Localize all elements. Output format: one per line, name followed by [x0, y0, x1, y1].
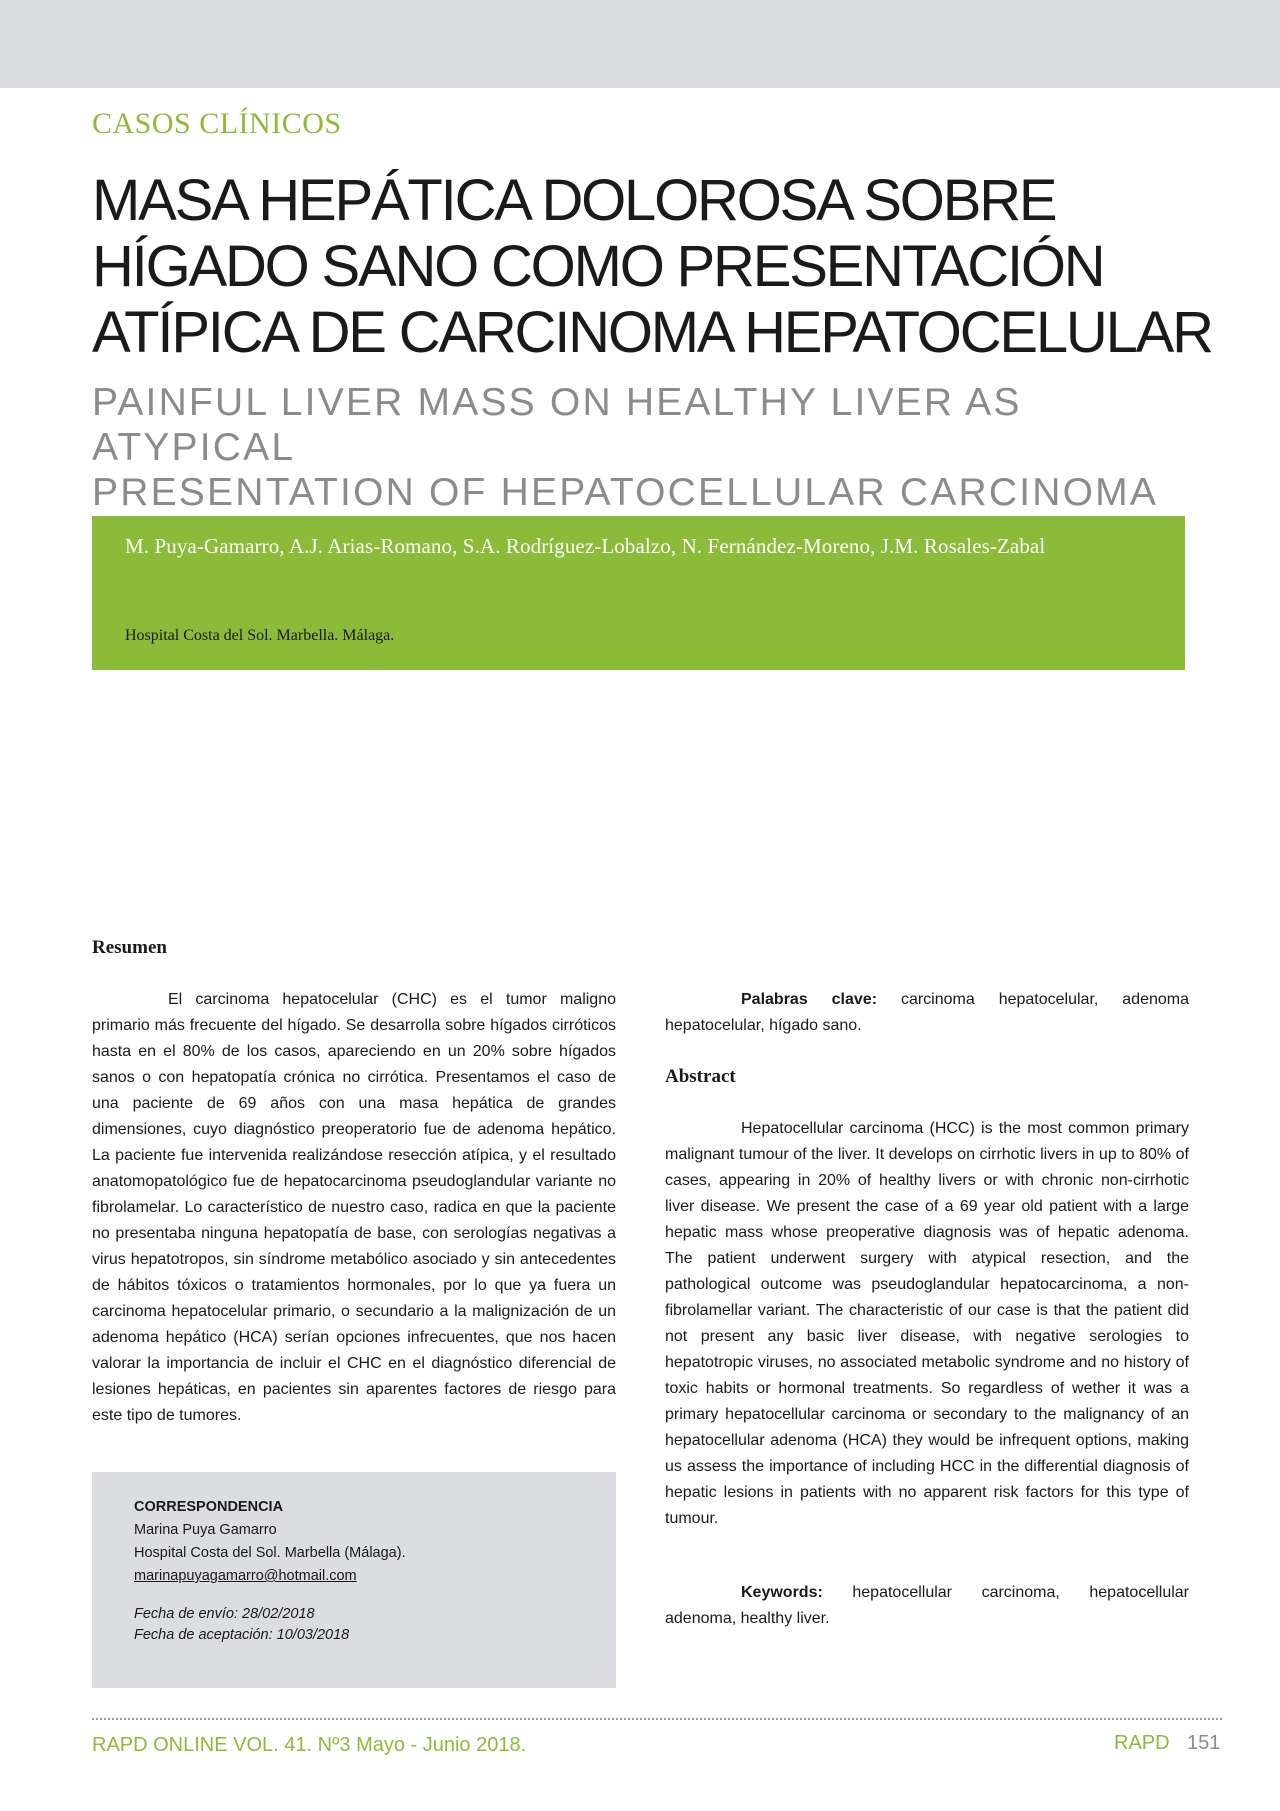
author-box: [92, 516, 1185, 670]
correspondence-dates: [134, 1604, 406, 1646]
footer-journal: RAPD ONLINE VOL. 41. Nº3 Mayo - Junio 2018.: [92, 1734, 527, 1756]
keywords-block: [665, 1580, 1189, 1632]
title-spanish: [92, 168, 1212, 366]
page-number: 151: [1187, 1732, 1221, 1754]
palabras-clave-values: carcinoma hepatocelular, adenoma hepatocelular, hígado sano.: [665, 991, 1189, 1034]
sent-date: Fecha de envío: 28/02/2018: [134, 1606, 315, 1622]
title-en-line: PRESENTATION OF HEPATOCELLULAR CARCINOMA: [92, 471, 1159, 514]
section-label: CASOS CLÍNICOS: [92, 107, 342, 140]
resumen-text: El carcinoma hepatocelular (CHC) es el tumor maligno primario más frecuente del hígado. Se desarrolla sobre hígados cirróticos hasta en el 80% de los casos, apareciendo en un 20% sobre hígados sanos o con hepatopatía crónica no cirrótica. Presentamos el caso de una paciente de 69 años con una masa hepática de grandes dimensiones, cuyo diagnóstico preoperatorio fue de adenoma hepático. La paciente fue intervenida realizándose resección atípica, y el resultado anatomopatológico fue de hepatocarcinoma pseudoglandular variante no fibrolamelar. Lo característico de nuestro caso, radica en que la paciente no presentaba ninguna hepatopatía de base, con serologías negativas a virus hepatotropos, sin síndrome metabólico asociado y sin antecedentes de hábitos tóxicos o tratamientos hormonales, por lo que ya fuera un carcinoma hepatocelular primario, o secundario a la malignización de un adenoma hepático (HCA) serían opciones infrecuentes, que nos hacen valorar la importancia de incluir el CHC en el diagnóstico diferencial de lesiones hepáticas, en pacientes sin aparentes factores de riesgo para este tipo de tumores.: [92, 991, 616, 1424]
title-es-line: MASA HEPÁTICA DOLOROSA SOBRE: [92, 168, 1056, 233]
keywords-label: Keywords:: [741, 1584, 823, 1601]
correspondence-content: [134, 1496, 406, 1646]
accepted-date: Fecha de aceptación: 10/03/2018: [134, 1627, 350, 1643]
title-es-line: HÍGADO SANO COMO PRESENTACIÓN: [92, 234, 1104, 299]
keywords-values: hepatocellular carcinoma, hepatocellular adenoma, healthy liver.: [665, 1584, 1190, 1627]
abstract-heading: Abstract: [665, 1066, 736, 1087]
palabras-clave-label: Palabras clave:: [741, 991, 878, 1008]
correspondence-address: Hospital Costa del Sol. Marbella (Málaga).: [134, 1545, 406, 1561]
palabras-clave-block: [665, 987, 1189, 1039]
footer-brand: RAPD: [1114, 1732, 1170, 1754]
title-es-line: ATÍPICA DE CARCINOMA HEPATOCELULAR: [92, 300, 1212, 365]
resumen-column: [92, 987, 616, 1429]
palabras-clave-text: [665, 987, 1189, 1039]
correspondence-title: CORRESPONDENCIA: [134, 1499, 284, 1515]
title-english: [92, 380, 1212, 515]
correspondence-box: [92, 1472, 616, 1688]
author-list: M. Puya-Gamarro, A.J. Arias-Romano, S.A. Rodríguez-Lobalzo, N. Fernández-Moreno, J.M. Rosales-Zabal: [125, 534, 1046, 558]
resumen-heading: Resumen: [92, 937, 167, 958]
correspondence-email-link[interactable]: marinapuyagamarro@hotmail.com: [134, 1568, 357, 1584]
title-en-line: PAINFUL LIVER MASS ON HEALTHY LIVER AS ATYPICAL: [92, 381, 1022, 469]
footer-divider: [92, 1718, 1222, 1720]
abstract-text: Hepatocellular carcinoma (HCC) is the most common primary malignant tumour of the liver. It develops on cirrhotic livers in up to 80% of cases, appearing in 20% of healthy livers or with chronic non-cirrhotic liver disease. We present the case of a 69 year old patient with a large hepatic mass whose preoperative diagnosis was of hepatic adenoma. The patient underwent surgery with atypical resection, and the pathological outcome was pseudoglandular hepatocarcinoma, a non-fibrolamellar variant. The characteristic of our case is that the patient did not present any basic liver disease, with negative serologies to hepatotropic viruses, no associated metabolic syndrome and no history of toxic habits or hormonal treatments. So regardless of wether it was a primary hepatocellular carcinoma or secondary to the malignancy of an hepatocellular adenoma (HCA) they would be infrequent options, making us assess the importance of including HCC in the differential diagnosis of hepatic lesions in patients with no apparent risk factors for this type of tumour.: [665, 1120, 1189, 1527]
abstract-column: [665, 1116, 1189, 1532]
top-band: [0, 0, 1280, 88]
affiliation: Hospital Costa del Sol. Marbella. Málaga.: [125, 627, 395, 644]
keywords-text: [665, 1580, 1189, 1632]
correspondence-name: Marina Puya Gamarro: [134, 1522, 277, 1538]
